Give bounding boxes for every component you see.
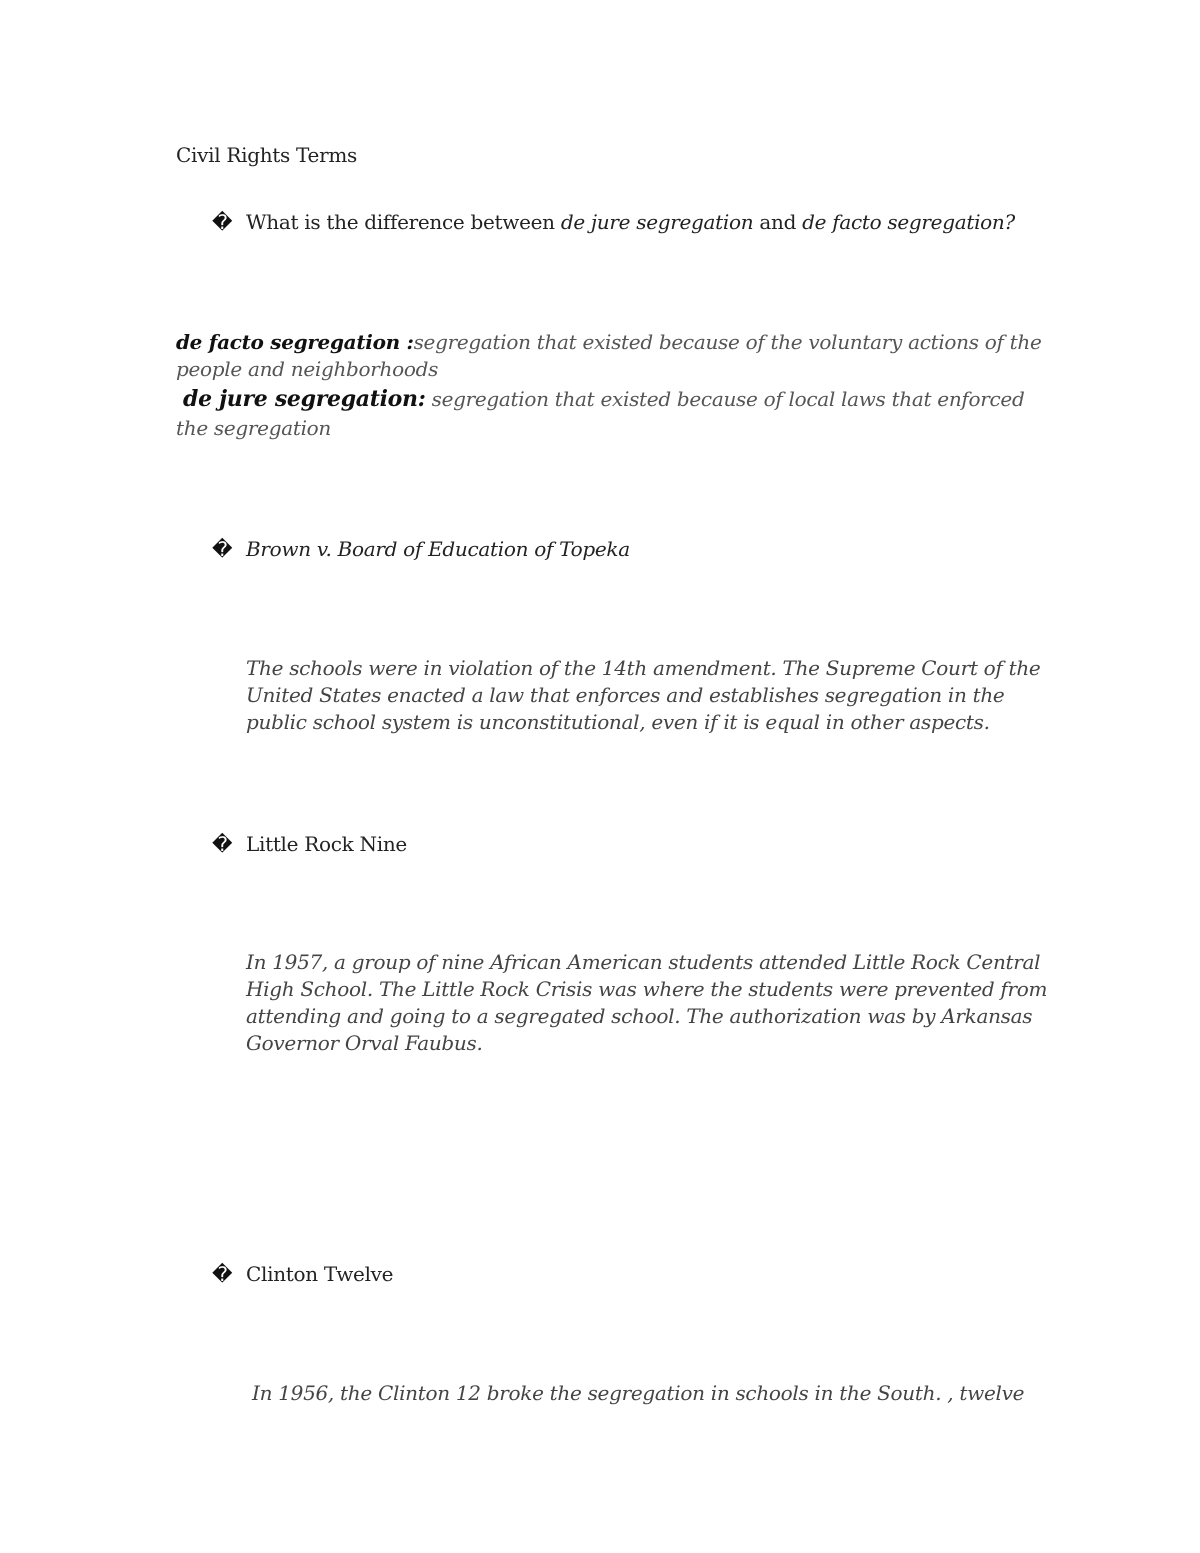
question-text-part2: and	[753, 210, 803, 234]
definition-de-facto-line1	[176, 330, 1042, 354]
replacement-character-icon: �	[212, 537, 233, 561]
question-term-de-facto: de facto segregation?	[802, 210, 1015, 234]
definition-de-jure-line1	[183, 386, 1024, 412]
answer-line: United States enacted a law that enforces and establishes segregation in the	[246, 683, 1005, 707]
heading-little-rock-nine: Little Rock Nine	[246, 832, 407, 856]
bullet-item-clinton	[212, 1262, 393, 1286]
replacement-character-icon: �	[212, 832, 233, 856]
bullet-item-little-rock	[212, 832, 407, 856]
answer-line: In 1957, a group of nine African American students attended Little Rock Central	[246, 950, 1041, 974]
term-de-jure: de jure segregation:	[183, 386, 426, 412]
definition-de-jure-text1: segregation that existed because of local laws that enforced	[425, 387, 1025, 411]
answer-line: public school system is unconstitutional, even if it is equal in other aspects.	[246, 710, 990, 734]
answer-little-rock-nine	[246, 949, 1047, 1057]
replacement-character-icon: �	[212, 1262, 233, 1286]
replacement-character-icon: �	[212, 210, 233, 234]
question-term-de-jure: de jure segregation	[560, 210, 754, 234]
question-text-part1: What is the difference between	[246, 210, 561, 234]
answer-clinton-twelve: In 1956, the Clinton 12 broke the segregation in schools in the South. , twelve	[252, 1381, 1025, 1405]
answer-brown-v-board	[246, 655, 1040, 736]
heading-brown-v-board: Brown v. Board of Education of Topeka	[246, 537, 630, 561]
answer-line: The schools were in violation of the 14th amendment. The Supreme Court of the	[246, 656, 1041, 680]
definition-de-jure-line2: the segregation	[176, 416, 331, 440]
definition-de-facto-text1: segregation that existed because of the voluntary actions of the	[413, 330, 1042, 354]
term-de-facto: de facto segregation :	[176, 330, 414, 354]
definition-de-facto-line2: people and neighborhoods	[176, 357, 439, 381]
bullet-item-question	[212, 210, 1015, 234]
bullet-item-brown	[212, 537, 630, 561]
answer-line: attending and going to a segregated school. The authorization was by Arkansas	[246, 1004, 1033, 1028]
answer-line: Governor Orval Faubus.	[246, 1031, 483, 1055]
document-title: Civil Rights Terms	[176, 143, 357, 167]
heading-clinton-twelve: Clinton Twelve	[246, 1262, 394, 1286]
answer-line: High School. The Little Rock Crisis was where the students were prevented from	[246, 977, 1048, 1001]
